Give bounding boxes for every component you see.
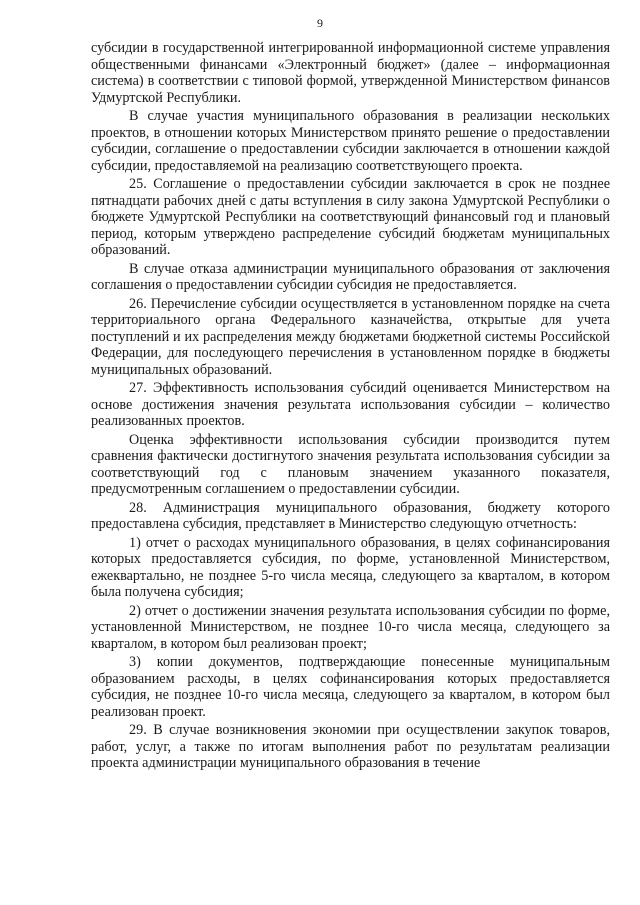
list-item-1: 1) отчет о расходах муниципального образования, в целях софинансирования которых предоставляется субсидия, по форме, установленной Министерством, ежеквартально, не позднее 5-го числа месяца, следующего за кварталом, в котором была получена субсидия; <box>91 534 610 600</box>
paragraph-clause-25: 25. Соглашение о предоставлении субсидии заключается в срок не позднее пятнадцати рабочих дней с даты вступления в силу закона Удмуртской Республики о бюджете Удмуртской Республики на соответствующий финансовый год и плановый период, которым утверждено распределение субсидий бюджетам муниципальных образований. <box>91 176 610 258</box>
list-item-2: 2) отчет о достижении значения результата использования субсидии по форме, установленной Министерством, не позднее 10-го числа месяца, следующего за кварталом, в котором был реализован проект; <box>91 602 610 652</box>
paragraph: В случае участия муниципального образования в реализации нескольких проектов, в отношении которых Министерством принято решение о предоставлении субсидии, соглашение о предоставлении субсидии заключается в отношении каждой субсидии, предоставляемой на реализацию соответствующего проекта. <box>91 108 610 174</box>
paragraph-clause-28: 28. Администрация муниципального образования, бюджету которого предоставлена субсидия, представляет в Министерство следующую отчетность: <box>91 499 610 532</box>
paragraph-continued: субсидии в государственной интегрированной информационной системе управления общественными финансами «Электронный бюджет» (далее – информационная система) в соответствии с типовой формой, утвержденной Министерством финансов Удмуртской Республики. <box>91 40 610 106</box>
list-item-3: 3) копии документов, подтверждающие понесенные муниципальным образованием расходы, в целях софинансирования которых предоставляется субсидия, не позднее 10-го числа месяца, следующего за кварталом, в котором был реализован проект. <box>91 654 610 720</box>
paragraph-clause-29: 29. В случае возникновения экономии при осуществлении закупок товаров, работ, услуг, а также по итогам выполнения работ по результатам реализации проекта администрации муниципального образования в течение <box>91 722 610 771</box>
document-body <box>91 40 610 772</box>
paragraph-clause-26: 26. Перечисление субсидии осуществляется в установленном порядке на счета территориального органа Федерального казначейства, открытые для учета поступлений и их распределения между бюджетами бюджетной системы Российской Федерации, для последующего перечисления в установленном порядке в бюджеты муниципальных образований. <box>91 295 610 378</box>
paragraph: В случае отказа администрации муниципального образования от заключения соглашения о предоставлении субсидии субсидия не предоставляется. <box>91 260 610 293</box>
paragraph-clause-27: 27. Эффективность использования субсидий оценивается Министерством на основе достижения значения результата использования субсидии – количество реализованных проектов. <box>91 380 610 429</box>
paragraph: Оценка эффективности использования субсидии производится путем сравнения фактически достигнутого значения результата использования субсидии за соответствующий год с плановым значением указанного показателя, предусмотренным соглашением о предоставлении субсидии. <box>91 431 610 497</box>
page-number: 9 <box>317 16 323 30</box>
